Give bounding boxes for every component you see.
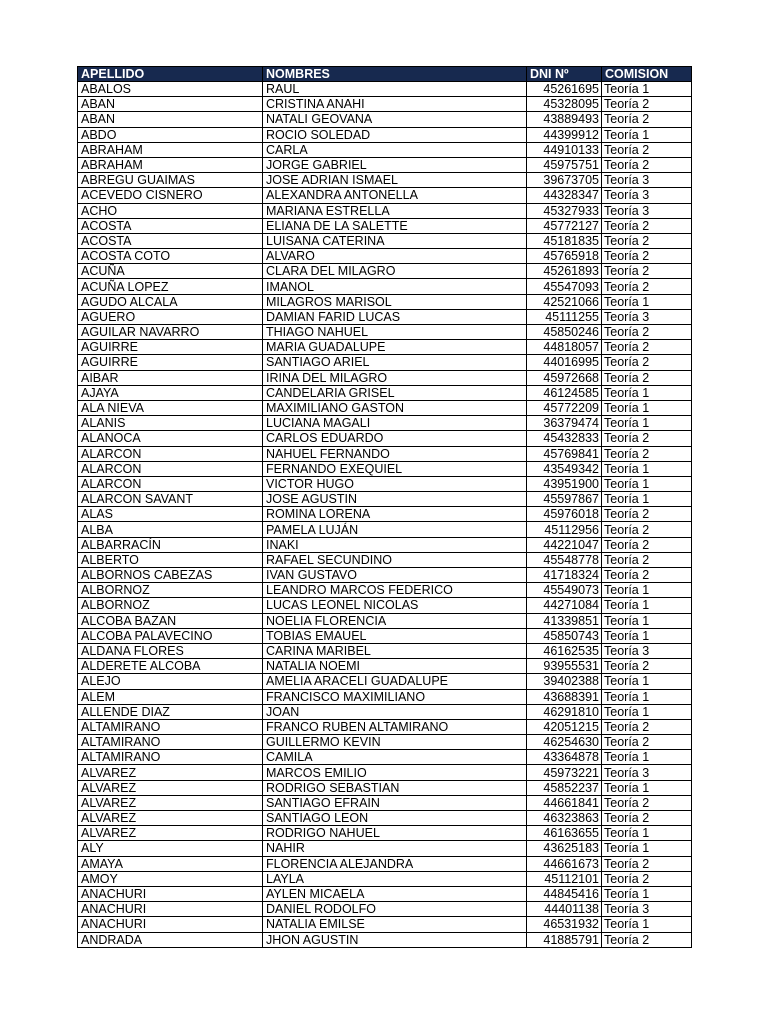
cell-dni: 42521066: [527, 294, 602, 309]
cell-comision: Teoría 1: [602, 613, 692, 628]
cell-dni: 45112101: [527, 871, 602, 886]
cell-dni: 46254630: [527, 735, 602, 750]
cell-apellido: ALVAREZ: [78, 811, 263, 826]
table-row: [78, 233, 692, 248]
cell-apellido: ALCOBA BAZAN: [78, 613, 263, 628]
cell-nombres: NATALI GEOVANA: [263, 112, 527, 127]
cell-apellido: AGUILAR NAVARRO: [78, 325, 263, 340]
table-row: [78, 902, 692, 917]
cell-dni: 93955531: [527, 659, 602, 674]
table-row: [78, 370, 692, 385]
cell-nombres: TOBIAS EMAUEL: [263, 628, 527, 643]
cell-dni: 44271084: [527, 598, 602, 613]
cell-apellido: ALY: [78, 841, 263, 856]
cell-comision: Teoría 1: [602, 294, 692, 309]
cell-apellido: AMAYA: [78, 856, 263, 871]
cell-dni: 42051215: [527, 719, 602, 734]
cell-apellido: ALARCON SAVANT: [78, 492, 263, 507]
cell-dni: 45769841: [527, 446, 602, 461]
table-row: [78, 188, 692, 203]
cell-nombres: LAYLA: [263, 871, 527, 886]
cell-nombres: JORGE GABRIEL: [263, 157, 527, 172]
cell-comision: Teoría 2: [602, 719, 692, 734]
cell-nombres: ROMINA LORENA: [263, 507, 527, 522]
cell-dni: 44401138: [527, 902, 602, 917]
cell-apellido: ACOSTA COTO: [78, 249, 263, 264]
cell-dni: 44016995: [527, 355, 602, 370]
cell-dni: 45549073: [527, 583, 602, 598]
cell-apellido: ALBARRACÍN: [78, 537, 263, 552]
cell-nombres: AYLEN MICAELA: [263, 886, 527, 901]
cell-apellido: ALBORNOS CABEZAS: [78, 568, 263, 583]
header-apellido: APELLIDO: [78, 67, 263, 82]
cell-dni: 45261695: [527, 82, 602, 97]
cell-comision: Teoría 1: [602, 841, 692, 856]
cell-comision: Teoría 2: [602, 157, 692, 172]
cell-comision: Teoría 3: [602, 173, 692, 188]
table-row: [78, 431, 692, 446]
cell-comision: Teoría 2: [602, 659, 692, 674]
cell-apellido: ALANOCA: [78, 431, 263, 446]
table-row: [78, 385, 692, 400]
cell-nombres: RODRIGO NAHUEL: [263, 826, 527, 841]
cell-comision: Teoría 2: [602, 871, 692, 886]
cell-comision: Teoría 3: [602, 188, 692, 203]
cell-dni: 45850743: [527, 628, 602, 643]
cell-apellido: ALCOBA PALAVECINO: [78, 628, 263, 643]
cell-nombres: LUISANA CATERINA: [263, 233, 527, 248]
cell-nombres: CARLOS EDUARDO: [263, 431, 527, 446]
cell-apellido: AGUIRRE: [78, 340, 263, 355]
cell-dni: 45548778: [527, 552, 602, 567]
cell-apellido: AMOY: [78, 871, 263, 886]
cell-dni: 44661841: [527, 795, 602, 810]
cell-apellido: ACOSTA: [78, 218, 263, 233]
cell-nombres: SANTIAGO EFRAIN: [263, 795, 527, 810]
table-body: [78, 82, 692, 948]
cell-comision: Teoría 3: [602, 643, 692, 658]
cell-apellido: ALBORNOZ: [78, 583, 263, 598]
cell-comision: Teoría 2: [602, 279, 692, 294]
table-row: [78, 537, 692, 552]
cell-dni: 45975751: [527, 157, 602, 172]
cell-comision: Teoría 3: [602, 203, 692, 218]
cell-nombres: VICTOR HUGO: [263, 476, 527, 491]
cell-dni: 45111255: [527, 309, 602, 324]
cell-apellido: ALEJO: [78, 674, 263, 689]
cell-nombres: MARCOS EMILIO: [263, 765, 527, 780]
cell-apellido: ANDRADA: [78, 932, 263, 947]
cell-dni: 45328095: [527, 97, 602, 112]
cell-dni: 45547093: [527, 279, 602, 294]
cell-nombres: JOSE AGUSTIN: [263, 492, 527, 507]
cell-nombres: JOAN: [263, 704, 527, 719]
table-row: [78, 294, 692, 309]
table-header-row: [78, 67, 692, 82]
cell-comision: Teoría 2: [602, 735, 692, 750]
header-nombres: NOMBRES: [263, 67, 527, 82]
cell-nombres: NATALIA NOEMI: [263, 659, 527, 674]
cell-comision: Teoría 2: [602, 355, 692, 370]
cell-comision: Teoría 2: [602, 446, 692, 461]
cell-nombres: ALEXANDRA ANTONELLA: [263, 188, 527, 203]
cell-comision: Teoría 2: [602, 370, 692, 385]
cell-dni: 45976018: [527, 507, 602, 522]
cell-apellido: ALVAREZ: [78, 780, 263, 795]
cell-nombres: JHON AGUSTIN: [263, 932, 527, 947]
table-row: [78, 203, 692, 218]
table-row: [78, 583, 692, 598]
cell-comision: Teoría 1: [602, 385, 692, 400]
cell-comision: Teoría 1: [602, 917, 692, 932]
cell-comision: Teoría 2: [602, 537, 692, 552]
cell-nombres: DAMIAN FARID LUCAS: [263, 309, 527, 324]
cell-apellido: ALTAMIRANO: [78, 735, 263, 750]
cell-dni: 45327933: [527, 203, 602, 218]
table-row: [78, 628, 692, 643]
table-row: [78, 522, 692, 537]
cell-comision: Teoría 1: [602, 689, 692, 704]
cell-nombres: CARLA: [263, 142, 527, 157]
cell-comision: Teoría 1: [602, 826, 692, 841]
cell-apellido: ALLENDE DIAZ: [78, 704, 263, 719]
cell-dni: 46291810: [527, 704, 602, 719]
cell-dni: 43951900: [527, 476, 602, 491]
cell-apellido: ALTAMIRANO: [78, 750, 263, 765]
table-row: [78, 886, 692, 901]
table-row: [78, 613, 692, 628]
cell-dni: 44328347: [527, 188, 602, 203]
cell-apellido: AJAYA: [78, 385, 263, 400]
cell-comision: Teoría 2: [602, 856, 692, 871]
cell-apellido: ALARCON: [78, 476, 263, 491]
cell-apellido: ACOSTA: [78, 233, 263, 248]
table-row: [78, 157, 692, 172]
cell-apellido: ABAN: [78, 112, 263, 127]
table-row: [78, 218, 692, 233]
cell-dni: 44910133: [527, 142, 602, 157]
cell-dni: 45765918: [527, 249, 602, 264]
cell-apellido: ABDO: [78, 127, 263, 142]
cell-nombres: NAHUEL FERNANDO: [263, 446, 527, 461]
cell-dni: 45772127: [527, 218, 602, 233]
cell-nombres: FRANCISCO MAXIMILIANO: [263, 689, 527, 704]
cell-nombres: THIAGO NAHUEL: [263, 325, 527, 340]
cell-nombres: FRANCO RUBEN ALTAMIRANO: [263, 719, 527, 734]
cell-nombres: CARINA MARIBEL: [263, 643, 527, 658]
table-row: [78, 461, 692, 476]
cell-nombres: RAFAEL SECUNDINO: [263, 552, 527, 567]
cell-comision: Teoría 2: [602, 507, 692, 522]
table-row: [78, 856, 692, 871]
cell-nombres: SANTIAGO ARIEL: [263, 355, 527, 370]
cell-dni: 46323863: [527, 811, 602, 826]
table-row: [78, 112, 692, 127]
cell-dni: 45597867: [527, 492, 602, 507]
table-row: [78, 598, 692, 613]
cell-apellido: ABALOS: [78, 82, 263, 97]
cell-apellido: ACUÑA LOPEZ: [78, 279, 263, 294]
cell-nombres: IRINA DEL MILAGRO: [263, 370, 527, 385]
cell-nombres: RODRIGO SEBASTIAN: [263, 780, 527, 795]
cell-apellido: ANACHURI: [78, 917, 263, 932]
cell-nombres: JOSE ADRIAN ISMAEL: [263, 173, 527, 188]
cell-comision: Teoría 2: [602, 811, 692, 826]
cell-dni: 43625183: [527, 841, 602, 856]
cell-dni: 45261893: [527, 264, 602, 279]
cell-dni: 39673705: [527, 173, 602, 188]
table-row: [78, 704, 692, 719]
cell-comision: Teoría 2: [602, 340, 692, 355]
cell-nombres: IMANOL: [263, 279, 527, 294]
table-row: [78, 446, 692, 461]
cell-dni: 44845416: [527, 886, 602, 901]
cell-dni: 43549342: [527, 461, 602, 476]
cell-apellido: ALBERTO: [78, 552, 263, 567]
cell-dni: 43364878: [527, 750, 602, 765]
table-row: [78, 340, 692, 355]
cell-dni: 36379474: [527, 416, 602, 431]
table-row: [78, 659, 692, 674]
cell-dni: 39402388: [527, 674, 602, 689]
cell-dni: 45432833: [527, 431, 602, 446]
cell-dni: 46162535: [527, 643, 602, 658]
table-row: [78, 780, 692, 795]
table-row: [78, 492, 692, 507]
cell-apellido: ALDERETE ALCOBA: [78, 659, 263, 674]
cell-comision: Teoría 1: [602, 704, 692, 719]
cell-nombres: MAXIMILIANO GASTON: [263, 400, 527, 415]
table-row: [78, 279, 692, 294]
cell-apellido: ALARCON: [78, 461, 263, 476]
cell-nombres: CAMILA: [263, 750, 527, 765]
cell-nombres: GUILLERMO KEVIN: [263, 735, 527, 750]
cell-apellido: ALVAREZ: [78, 765, 263, 780]
table-row: [78, 750, 692, 765]
cell-comision: Teoría 2: [602, 249, 692, 264]
cell-comision: Teoría 2: [602, 552, 692, 567]
cell-comision: Teoría 2: [602, 431, 692, 446]
table-row: [78, 643, 692, 658]
cell-dni: 44221047: [527, 537, 602, 552]
cell-dni: 46163655: [527, 826, 602, 841]
cell-dni: 43688391: [527, 689, 602, 704]
cell-nombres: IVAN GUSTAVO: [263, 568, 527, 583]
cell-apellido: ALVAREZ: [78, 795, 263, 810]
cell-dni: 44399912: [527, 127, 602, 142]
cell-apellido: ALTAMIRANO: [78, 719, 263, 734]
cell-apellido: ACEVEDO CISNERO: [78, 188, 263, 203]
cell-comision: Teoría 1: [602, 492, 692, 507]
table-row: [78, 142, 692, 157]
cell-dni: 45850246: [527, 325, 602, 340]
cell-nombres: NATALIA EMILSE: [263, 917, 527, 932]
cell-comision: Teoría 1: [602, 476, 692, 491]
cell-apellido: ALEM: [78, 689, 263, 704]
cell-comision: Teoría 1: [602, 400, 692, 415]
table-row: [78, 826, 692, 841]
student-table: [77, 66, 692, 948]
cell-apellido: ALAS: [78, 507, 263, 522]
table-row: [78, 932, 692, 947]
table-row: [78, 325, 692, 340]
cell-dni: 45972668: [527, 370, 602, 385]
cell-apellido: AGUIRRE: [78, 355, 263, 370]
cell-nombres: MARIANA ESTRELLA: [263, 203, 527, 218]
cell-dni: 45973221: [527, 765, 602, 780]
table-row: [78, 719, 692, 734]
header-dni: DNI Nº: [527, 67, 602, 82]
cell-apellido: ALDANA FLORES: [78, 643, 263, 658]
table-row: [78, 249, 692, 264]
cell-nombres: LEANDRO MARCOS FEDERICO: [263, 583, 527, 598]
cell-dni: 43889493: [527, 112, 602, 127]
cell-nombres: FERNANDO EXEQUIEL: [263, 461, 527, 476]
cell-dni: 44661673: [527, 856, 602, 871]
table-row: [78, 97, 692, 112]
table-row: [78, 476, 692, 491]
table-row: [78, 689, 692, 704]
cell-apellido: ABRAHAM: [78, 142, 263, 157]
cell-apellido: AIBAR: [78, 370, 263, 385]
table-row: [78, 416, 692, 431]
table-row: [78, 400, 692, 415]
cell-nombres: ELIANA DE LA SALETTE: [263, 218, 527, 233]
cell-apellido: ACHO: [78, 203, 263, 218]
cell-comision: Teoría 2: [602, 522, 692, 537]
cell-apellido: ANACHURI: [78, 886, 263, 901]
cell-comision: Teoría 2: [602, 142, 692, 157]
cell-apellido: ALANIS: [78, 416, 263, 431]
cell-nombres: SANTIAGO LEON: [263, 811, 527, 826]
cell-comision: Teoría 1: [602, 416, 692, 431]
table-row: [78, 127, 692, 142]
cell-comision: Teoría 1: [602, 127, 692, 142]
table-row: [78, 309, 692, 324]
cell-comision: Teoría 1: [602, 886, 692, 901]
cell-comision: Teoría 2: [602, 795, 692, 810]
table-row: [78, 871, 692, 886]
table-row: [78, 264, 692, 279]
table-row: [78, 507, 692, 522]
cell-nombres: MILAGROS MARISOL: [263, 294, 527, 309]
cell-nombres: LUCIANA MAGALI: [263, 416, 527, 431]
table-row: [78, 674, 692, 689]
cell-nombres: CANDELARIA GRISEL: [263, 385, 527, 400]
cell-apellido: AGUDO ALCALA: [78, 294, 263, 309]
cell-apellido: AGUERO: [78, 309, 263, 324]
table-row: [78, 795, 692, 810]
cell-apellido: ABREGU GUAIMAS: [78, 173, 263, 188]
cell-dni: 41339851: [527, 613, 602, 628]
cell-comision: Teoría 1: [602, 461, 692, 476]
cell-dni: 45112956: [527, 522, 602, 537]
cell-nombres: CLARA DEL MILAGRO: [263, 264, 527, 279]
cell-comision: Teoría 1: [602, 598, 692, 613]
cell-dni: 44818057: [527, 340, 602, 355]
cell-apellido: ALVAREZ: [78, 826, 263, 841]
cell-comision: Teoría 1: [602, 780, 692, 795]
student-list-sheet: [77, 66, 691, 948]
table-row: [78, 82, 692, 97]
cell-dni: 45772209: [527, 400, 602, 415]
cell-apellido: ANACHURI: [78, 902, 263, 917]
cell-comision: Teoría 2: [602, 264, 692, 279]
cell-apellido: ACUÑA: [78, 264, 263, 279]
cell-nombres: PAMELA LUJÁN: [263, 522, 527, 537]
cell-dni: 45852237: [527, 780, 602, 795]
cell-nombres: CRISTINA ANAHI: [263, 97, 527, 112]
cell-nombres: ALVARO: [263, 249, 527, 264]
cell-apellido: ALBA: [78, 522, 263, 537]
cell-dni: 46124585: [527, 385, 602, 400]
cell-comision: Teoría 2: [602, 325, 692, 340]
cell-comision: Teoría 1: [602, 628, 692, 643]
cell-comision: Teoría 2: [602, 218, 692, 233]
table-row: [78, 811, 692, 826]
cell-nombres: FLORENCIA ALEJANDRA: [263, 856, 527, 871]
cell-comision: Teoría 1: [602, 583, 692, 598]
cell-comision: Teoría 1: [602, 674, 692, 689]
cell-nombres: NOELIA FLORENCIA: [263, 613, 527, 628]
cell-dni: 41885791: [527, 932, 602, 947]
table-row: [78, 552, 692, 567]
table-row: [78, 765, 692, 780]
cell-apellido: ABAN: [78, 97, 263, 112]
cell-nombres: AMELIA ARACELI GUADALUPE: [263, 674, 527, 689]
cell-comision: Teoría 3: [602, 902, 692, 917]
cell-nombres: NAHIR: [263, 841, 527, 856]
cell-comision: Teoría 3: [602, 309, 692, 324]
cell-apellido: ALBORNOZ: [78, 598, 263, 613]
cell-comision: Teoría 3: [602, 765, 692, 780]
cell-nombres: LUCAS LEONEL NICOLAS: [263, 598, 527, 613]
cell-comision: Teoría 1: [602, 82, 692, 97]
cell-nombres: MARIA GUADALUPE: [263, 340, 527, 355]
cell-comision: Teoría 2: [602, 932, 692, 947]
table-row: [78, 735, 692, 750]
cell-comision: Teoría 2: [602, 97, 692, 112]
cell-apellido: ALA NIEVA: [78, 400, 263, 415]
cell-comision: Teoría 1: [602, 750, 692, 765]
cell-dni: 46531932: [527, 917, 602, 932]
table-row: [78, 917, 692, 932]
table-row: [78, 841, 692, 856]
cell-apellido: ABRAHAM: [78, 157, 263, 172]
cell-dni: 41718324: [527, 568, 602, 583]
cell-nombres: ROCIO SOLEDAD: [263, 127, 527, 142]
cell-nombres: RAUL: [263, 82, 527, 97]
table-row: [78, 355, 692, 370]
table-row: [78, 568, 692, 583]
cell-apellido: ALARCON: [78, 446, 263, 461]
cell-nombres: DANIEL RODOLFO: [263, 902, 527, 917]
cell-comision: Teoría 2: [602, 112, 692, 127]
cell-dni: 45181835: [527, 233, 602, 248]
table-row: [78, 173, 692, 188]
cell-comision: Teoría 2: [602, 233, 692, 248]
header-comision: COMISION: [602, 67, 692, 82]
cell-nombres: INAKI: [263, 537, 527, 552]
cell-comision: Teoría 2: [602, 568, 692, 583]
